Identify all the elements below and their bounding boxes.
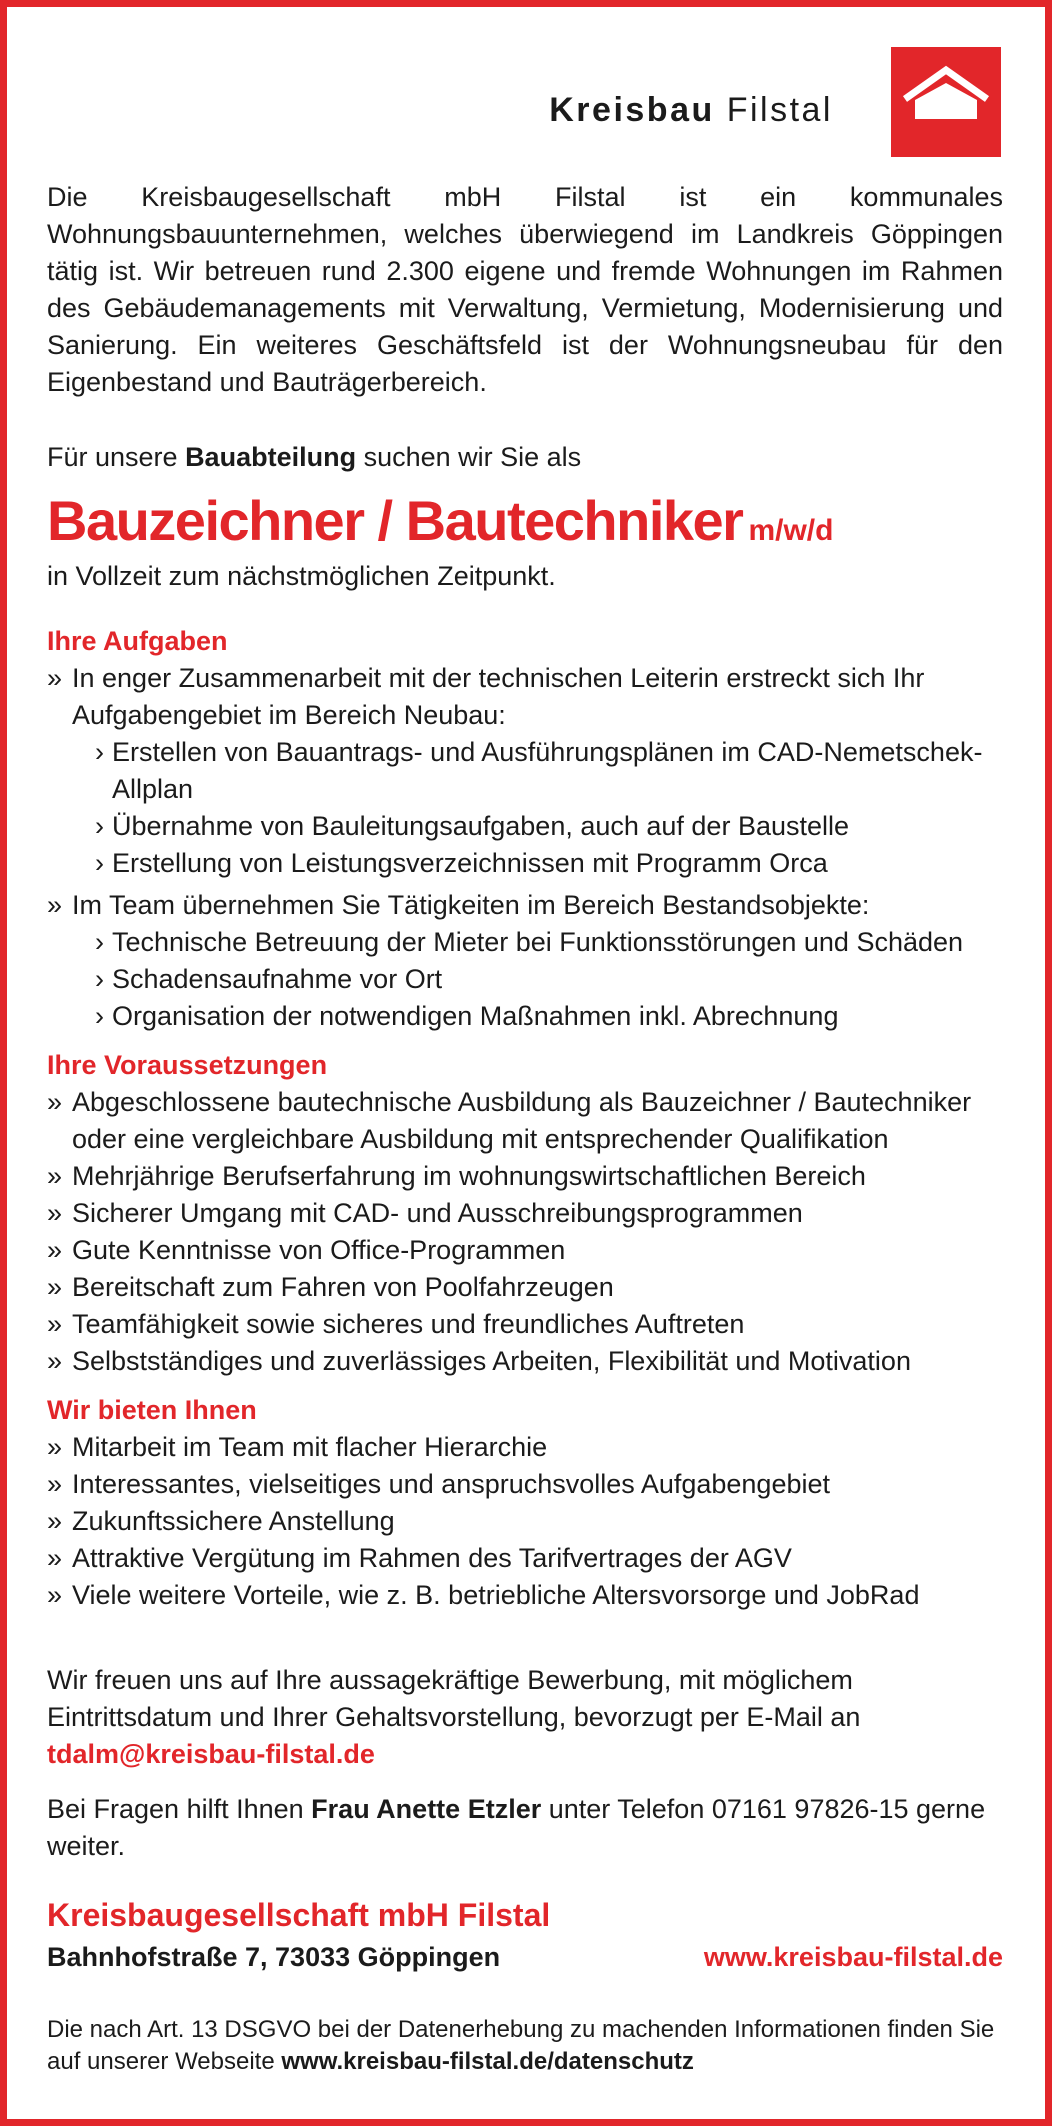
tasks-list <box>47 660 1003 1035</box>
intro-paragraph: Die Kreisbaugesellschaft mbH Filstal ist ein kommunales Wohnungsbauunternehmen, welches überwiegend im Landkreis Göppingen tätig ist. Wir betreuen rund 2.300 eigene und fremde Wohnungen im Rahmen des Gebäudemanagements mit Verwaltung, Vermietung, Modernisierung und Sanierung. Ein weiteres Geschäftsfeld ist der Wohnungsneubau für den Eigenbestand und Bauträgerbereich. <box>47 182 1003 397</box>
requirements-list <box>47 1084 1003 1380</box>
privacy-link[interactable]: www.kreisbau-filstal.de/datenschutz <box>281 2048 694 2075</box>
contact-suffix: unter Telefon 07161 97826-15 gerne weiter. <box>47 1794 986 1861</box>
task-subitem: › Erstellen von Bauantrags- und Ausführungsplänen im CAD-Nemetschek-Allplan <box>72 734 1003 808</box>
offer-heading: Wir bieten Ihnen <box>47 1395 257 1425</box>
house-roof-icon <box>891 47 1001 157</box>
requirements-heading: Ihre Voraussetzungen <box>47 1050 328 1080</box>
application-paragraph <box>47 1662 1003 1773</box>
offer-item: » Attraktive Vergütung im Rahmen des Tarifvertrages der AGV <box>47 1540 1003 1577</box>
offer-item: » Zukunftssichere Anstellung <box>47 1503 1003 1540</box>
privacy-text: Die nach Art. 13 DSGVO bei der Datenerhebung zu machenden Informationen finden Sie auf unserer Webseite <box>47 2016 995 2075</box>
task-item <box>47 887 1003 1035</box>
offer-item: » Mitarbeit im Team mit flacher Hierarchie <box>47 1429 1003 1466</box>
website-link[interactable]: www.kreisbau-filstal.de <box>703 1942 1003 1972</box>
task-sublist <box>72 734 1003 882</box>
company-name: Kreisbaugesellschaft mbH Filstal <box>47 1897 551 1933</box>
offer-list <box>47 1429 1003 1614</box>
offer-item: » Interessantes, vielseitiges und anspruchsvolles Aufgabengebiet <box>47 1466 1003 1503</box>
department-line <box>47 439 1003 476</box>
company-address: Bahnhofstraße 7, 73033 Göppingen <box>47 1942 501 1972</box>
task-item <box>47 660 1003 882</box>
job-title: Bauzeichner / Bautechniker <box>47 489 743 552</box>
task-subitem: › Übernahme von Bauleitungsaufgaben, auch auf der Baustelle <box>72 808 1003 845</box>
requirement-item: » Sicherer Umgang mit CAD- und Ausschreibungsprogrammen <box>47 1195 1003 1232</box>
application-text: Wir freuen uns auf Ihre aussagekräftige Bewerbung, mit möglichem Eintrittsdatum und Ihrer Gehaltsvorstellung, bevorzugt per E-Mail an <box>47 1665 861 1732</box>
contact-paragraph <box>47 1791 1003 1865</box>
gender-note: m/w/d <box>748 514 834 547</box>
application-email-link[interactable]: tdalm@kreisbau-filstal.de <box>47 1739 375 1769</box>
offer-item: » Viele weitere Vorteile, wie z. B. betriebliche Altersvorsorge und JobRad <box>47 1577 1003 1614</box>
main-content <box>47 179 1003 2078</box>
brand-bold: Kreisbau <box>549 91 715 129</box>
task-lead: In enger Zusammenarbeit mit der technischen Leiterin erstreckt sich Ihr Aufgabengebiet im Bereich Neubau: <box>72 663 925 730</box>
job-title-row <box>47 486 1003 556</box>
seek-suffix: suchen wir Sie als <box>356 442 582 472</box>
tasks-heading: Ihre Aufgaben <box>47 626 228 656</box>
contact-prefix: Bei Fragen hilft Ihnen <box>47 1794 312 1824</box>
department-name: Bauabteilung <box>185 442 357 472</box>
brand-light: Filstal <box>726 91 833 129</box>
privacy-note <box>47 2014 1003 2078</box>
requirement-item: » Teamfähigkeit sowie sicheres und freundliches Auftreten <box>47 1306 1003 1343</box>
requirement-item: » Selbstständiges und zuverlässiges Arbeiten, Flexibilität und Motivation <box>47 1343 1003 1380</box>
task-subitem: › Schadensaufnahme vor Ort <box>72 961 1003 998</box>
requirement-item: » Bereitschaft zum Fahren von Poolfahrzeugen <box>47 1269 1003 1306</box>
contact-person: Frau Anette Etzler <box>311 1794 542 1824</box>
requirement-item: » Mehrjährige Berufserfahrung im wohnungswirtschaftlichen Bereich <box>47 1158 1003 1195</box>
task-subitem: › Erstellung von Leistungsverzeichnissen mit Programm Orca <box>72 845 1003 882</box>
requirement-item: » Gute Kenntnisse von Office-Programmen <box>47 1232 1003 1269</box>
task-sublist <box>72 924 1003 1035</box>
brand-wordmark <box>549 93 833 127</box>
seek-prefix: Für unsere <box>47 442 186 472</box>
task-subitem: › Technische Betreuung der Mieter bei Funktionsstörungen und Schäden <box>72 924 1003 961</box>
task-subitem: › Organisation der notwendigen Maßnahmen inkl. Abrechnung <box>72 998 1003 1035</box>
address-row <box>47 1939 1003 1976</box>
task-lead: Im Team übernehmen Sie Tätigkeiten im Bereich Bestandsobjekte: <box>72 890 870 920</box>
employment-type: in Vollzeit zum nächstmöglichen Zeitpunkt. <box>47 561 556 591</box>
requirement-item: » Abgeschlossene bautechnische Ausbildung als Bauzeichner / Bautechniker oder eine vergleichbare Ausbildung mit entsprechender Qualifikation <box>47 1084 1003 1158</box>
